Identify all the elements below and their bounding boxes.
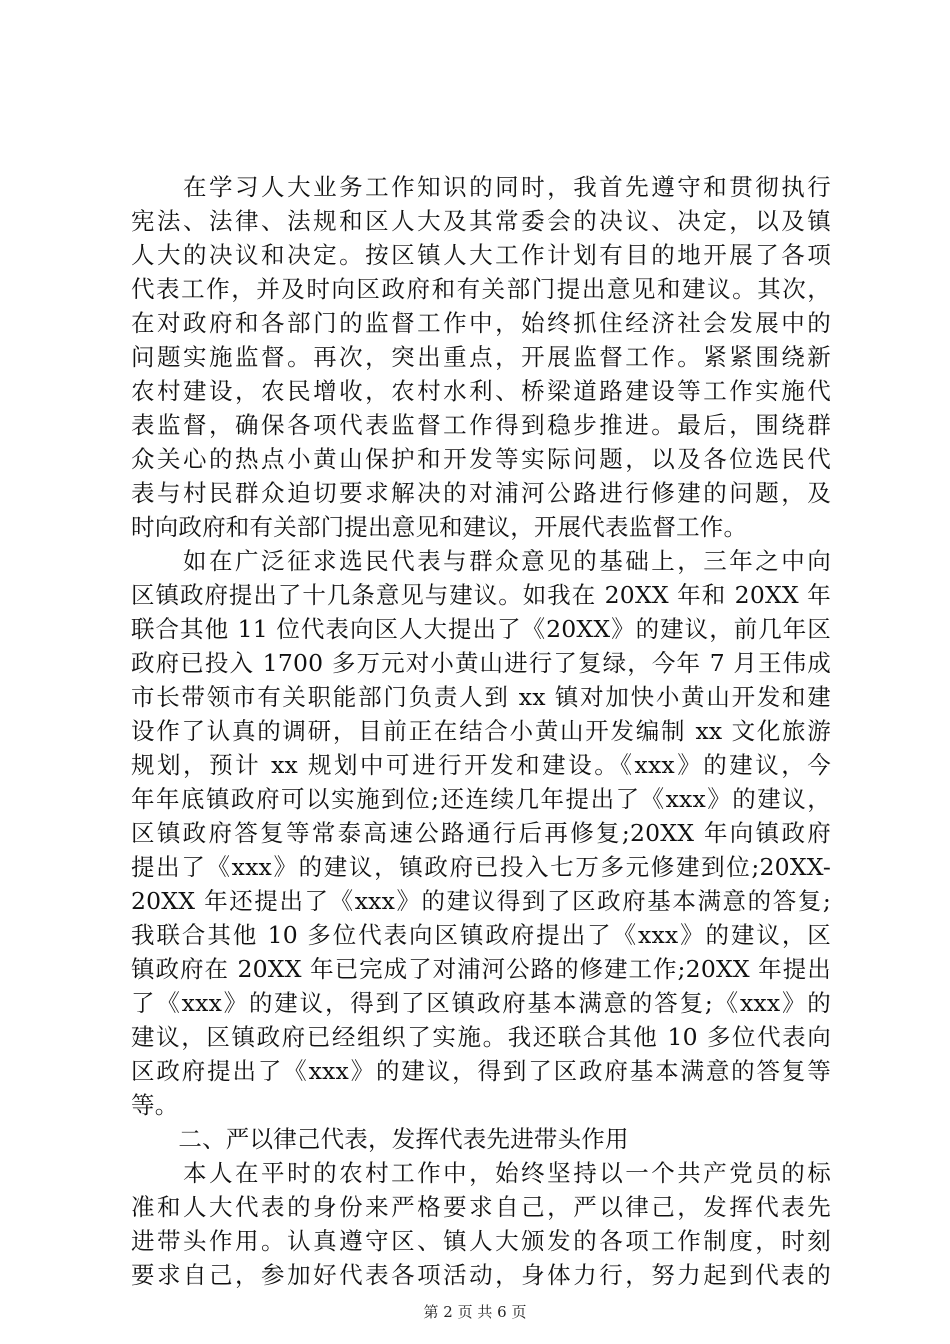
- text-line: 要求自己，参加好代表各项活动，身体力行，努力起到代表的: [131, 1261, 831, 1289]
- text-line: 代表工作，并及时向区政府和有关部门提出意见和建议。其次，: [131, 275, 831, 303]
- text-line: 规划，预计 xx 规划中可进行开发和建设。《xxx》的建议，今: [131, 751, 831, 779]
- text-line: 年年底镇政府可以实施到位;还连续几年提出了《xxx》的建议，: [131, 785, 831, 813]
- text-line: 区镇政府答复等常泰高速公路通行后再修复;20XX 年向镇政府: [131, 819, 831, 847]
- text-line: 建议，区镇政府已经组织了实施。我还联合其他 10 多位代表向: [131, 1023, 831, 1051]
- text-line: 提出了《xxx》的建议，镇政府已投入七万多元修建到位;20XX-: [131, 853, 831, 881]
- text-line: 在学习人大业务工作知识的同时，我首先遵守和贯彻执行: [131, 173, 831, 201]
- text-line: 区政府提出了《xxx》的建议，得到了区政府基本满意的答复等: [131, 1057, 831, 1085]
- text-line: 本人在平时的农村工作中，始终坚持以一个共产党员的标: [131, 1159, 831, 1187]
- text-line: 进带头作用。认真遵守区、镇人大颁发的各项工作制度，时刻: [131, 1227, 831, 1255]
- text-line: 表与村民群众迫切要求解决的对浦河公路进行修建的问题，及: [131, 479, 831, 507]
- text-line: 设作了认真的调研，目前正在结合小黄山开发编制 xx 文化旅游: [131, 717, 831, 745]
- text-line: 区镇政府提出了十几条意见与建议。如我在 20XX 年和 20XX 年: [131, 581, 831, 609]
- text-line: 我联合其他 10 多位代表向区镇政府提出了《xxx》的建议，区: [131, 921, 831, 949]
- text-line: 联合其他 11 位代表向区人大提出了《20XX》的建议，前几年区: [131, 615, 831, 643]
- body-text: [131, 170, 831, 1292]
- text-line: 如在广泛征求选民代表与群众意见的基础上，三年之中向: [131, 547, 831, 575]
- text-line: 人大的决议和决定。按区镇人大工作计划有目的地开展了各项: [131, 241, 831, 269]
- text-line: 问题实施监督。再次，突出重点，开展监督工作。紧紧围绕新: [131, 343, 831, 371]
- text-line: 众关心的热点小黄山保护和开发等实际问题，以及各位选民代: [131, 445, 831, 473]
- text-line: 宪法、法律、法规和区人大及其常委会的决议、决定，以及镇: [131, 207, 831, 235]
- text-line: 政府已投入 1700 多万元对小黄山进行了复绿，今年 7 月王伟成: [131, 649, 831, 677]
- text-line: 在对政府和各部门的监督工作中，始终抓住经济社会发展中的: [131, 309, 831, 337]
- text-line: 时向政府和有关部门提出意见和建议，开展代表监督工作。: [131, 513, 748, 541]
- text-line: 表监督，确保各项代表监督工作得到稳步推进。最后，围绕群: [131, 411, 831, 439]
- text-line: 准和人大代表的身份来严格要求自己，严以律己，发挥代表先: [131, 1193, 831, 1221]
- page-footer: 第 2 页 共 6 页: [423, 1303, 527, 1321]
- text-line: 镇政府在 20XX 年已完成了对浦河公路的修建工作;20XX 年提出: [131, 955, 831, 983]
- text-line: 了《xxx》的建议，得到了区镇政府基本满意的答复;《xxx》的: [131, 989, 831, 1017]
- text-line: 20XX 年还提出了《xxx》的建议得到了区政府基本满意的答复;: [131, 887, 831, 915]
- text-line: 农村建设，农民增收，农村水利、桥梁道路建设等工作实施代: [131, 377, 831, 405]
- text-line: 二、严以律己代表，发挥代表先进带头作用: [131, 1125, 629, 1153]
- text-line: 等。: [131, 1091, 179, 1119]
- text-line: 市长带领市有关职能部门负责人到 xx 镇对加快小黄山开发和建: [131, 683, 831, 711]
